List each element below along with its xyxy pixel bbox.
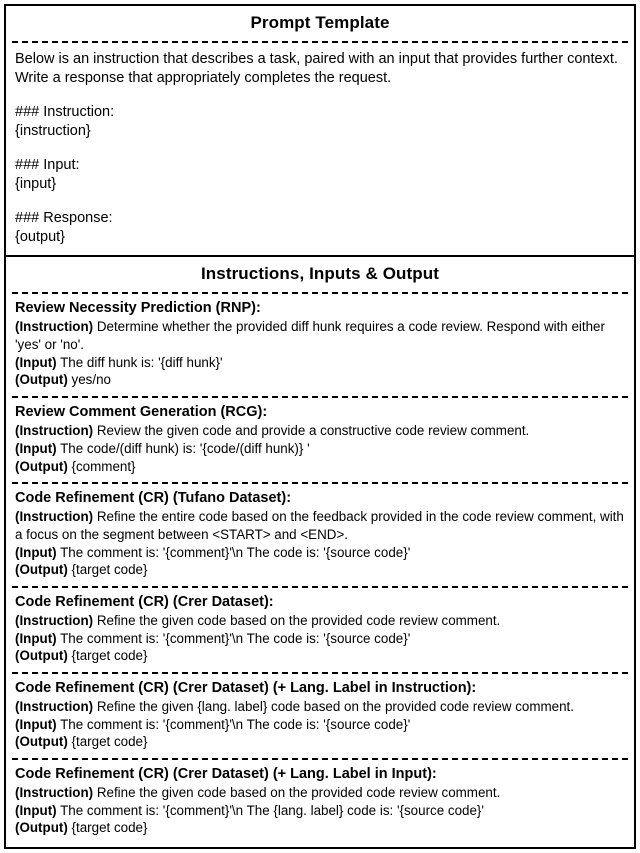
input-label: (Input) [15, 630, 57, 646]
input-text: The comment is: '{comment}'\n The code is: '{source code}' [56, 630, 411, 646]
task-entry [6, 398, 634, 482]
output-text: {target code} [67, 648, 148, 664]
task-input-line [15, 544, 625, 562]
instruction-text: Review the given code and provide a constructive code review comment. [93, 423, 530, 439]
task-entry [6, 760, 634, 844]
response-placeholder: {output} [15, 228, 65, 245]
input-text: The diff hunk is: '{diff hunk}' [56, 354, 223, 370]
task-input-line [15, 440, 625, 458]
spacer-1 [15, 89, 625, 103]
task-title: Code Refinement (CR) (Crer Dataset) (+ Lang. Label in Input): [15, 766, 437, 783]
output-label: (Output) [15, 372, 68, 388]
spacer-2 [15, 142, 625, 156]
instruction-label: (Instruction) [15, 319, 94, 335]
input-label: (Input) [15, 802, 57, 818]
instruction-text: Refine the entire code based on the feedback provided in the code review comment, with a focus on the segment between <START> and <END>. [15, 509, 624, 542]
output-label: (Output) [15, 820, 68, 836]
instruction-label: (Instruction) [15, 699, 94, 714]
instruction-text: Refine the given code based on the provided code review comment. [93, 612, 501, 628]
input-text: The comment is: '{comment}'\n The {lang. label} code is: '{source code}' [56, 802, 484, 818]
task-input-line [15, 354, 625, 372]
task-entry [6, 484, 634, 586]
input-label: (Input) [15, 354, 57, 370]
task-entry [6, 674, 634, 758]
prompt-intro-paragraph: Below is an instruction that describes a task, paired with an input that provides further context. Write a response that appropriately completes the request. [15, 51, 618, 87]
figure-frame [4, 4, 636, 849]
task-entry [6, 294, 634, 396]
task-instruction-line [15, 422, 625, 440]
input-header: ### Input: [15, 156, 80, 173]
instruction-header: ### Instruction: [15, 103, 115, 120]
task-instruction-line [15, 698, 625, 716]
instruction-label: (Instruction) [15, 612, 94, 628]
task-entry [6, 588, 634, 672]
task-instruction-line [15, 508, 625, 543]
output-label: (Output) [15, 458, 68, 474]
task-title: Code Refinement (CR) (Tufano Dataset): [15, 490, 292, 507]
instruction-text: Refine the given code based on the provided code review comment. [93, 785, 501, 801]
task-title: Code Refinement (CR) (Crer Dataset): [15, 593, 274, 610]
output-text: {comment} [67, 458, 136, 474]
output-text: {target code} [67, 562, 148, 578]
task-output-line [15, 561, 625, 579]
output-label: (Output) [15, 648, 68, 664]
task-output-line [15, 733, 625, 751]
task-input-line [15, 802, 625, 820]
input-label: (Input) [15, 716, 57, 732]
task-title: Review Necessity Prediction (RNP): [15, 300, 261, 317]
output-text: {target code} [67, 734, 148, 750]
output-text: {target code} [67, 820, 148, 836]
input-text: The comment is: '{comment}'\n The code is: '{source code}' [56, 544, 411, 560]
task-instruction-line [15, 784, 625, 802]
output-label: (Output) [15, 734, 68, 750]
input-label: (Input) [15, 544, 57, 560]
task-output-line [15, 458, 625, 476]
instruction-text: Determine whether the provided diff hunk requires a code review. Respond with either 'yes' or 'no'. [15, 319, 605, 353]
task-title: Code Refinement (CR) (Crer Dataset) (+ Lang. Label in Instruction): [15, 680, 477, 696]
prompt-template-title: Prompt Template [250, 13, 390, 32]
response-header: ### Response: [15, 209, 113, 226]
instruction-label: (Instruction) [15, 785, 94, 801]
output-text: yes/no [67, 372, 111, 388]
instruction-label: (Instruction) [15, 509, 94, 525]
prompt-template-body [6, 43, 634, 255]
task-output-line [15, 819, 625, 837]
spacer-3 [15, 195, 625, 209]
instruction-placeholder: {instruction} [15, 123, 91, 140]
input-text: The comment is: '{comment}'\n The code is: '{source code}' [56, 716, 411, 732]
task-instruction-line [15, 318, 625, 353]
input-label: (Input) [15, 440, 57, 456]
input-placeholder: {input} [15, 176, 57, 193]
tasks-section-title: Instructions, Inputs & Output [200, 264, 440, 284]
task-instruction-line [15, 612, 625, 630]
output-label: (Output) [15, 562, 68, 578]
task-output-line [15, 647, 625, 665]
task-input-line [15, 630, 625, 648]
task-title: Review Comment Generation (RCG): [15, 404, 268, 421]
task-output-line [15, 371, 625, 389]
input-text: The code/(diff hunk) is: '{code/(diff hunk)} ' [56, 440, 310, 456]
instruction-text: Refine the given {lang. label} code based on the provided code review comment. [93, 699, 574, 714]
task-input-line [15, 716, 625, 734]
instruction-label: (Instruction) [15, 423, 94, 439]
